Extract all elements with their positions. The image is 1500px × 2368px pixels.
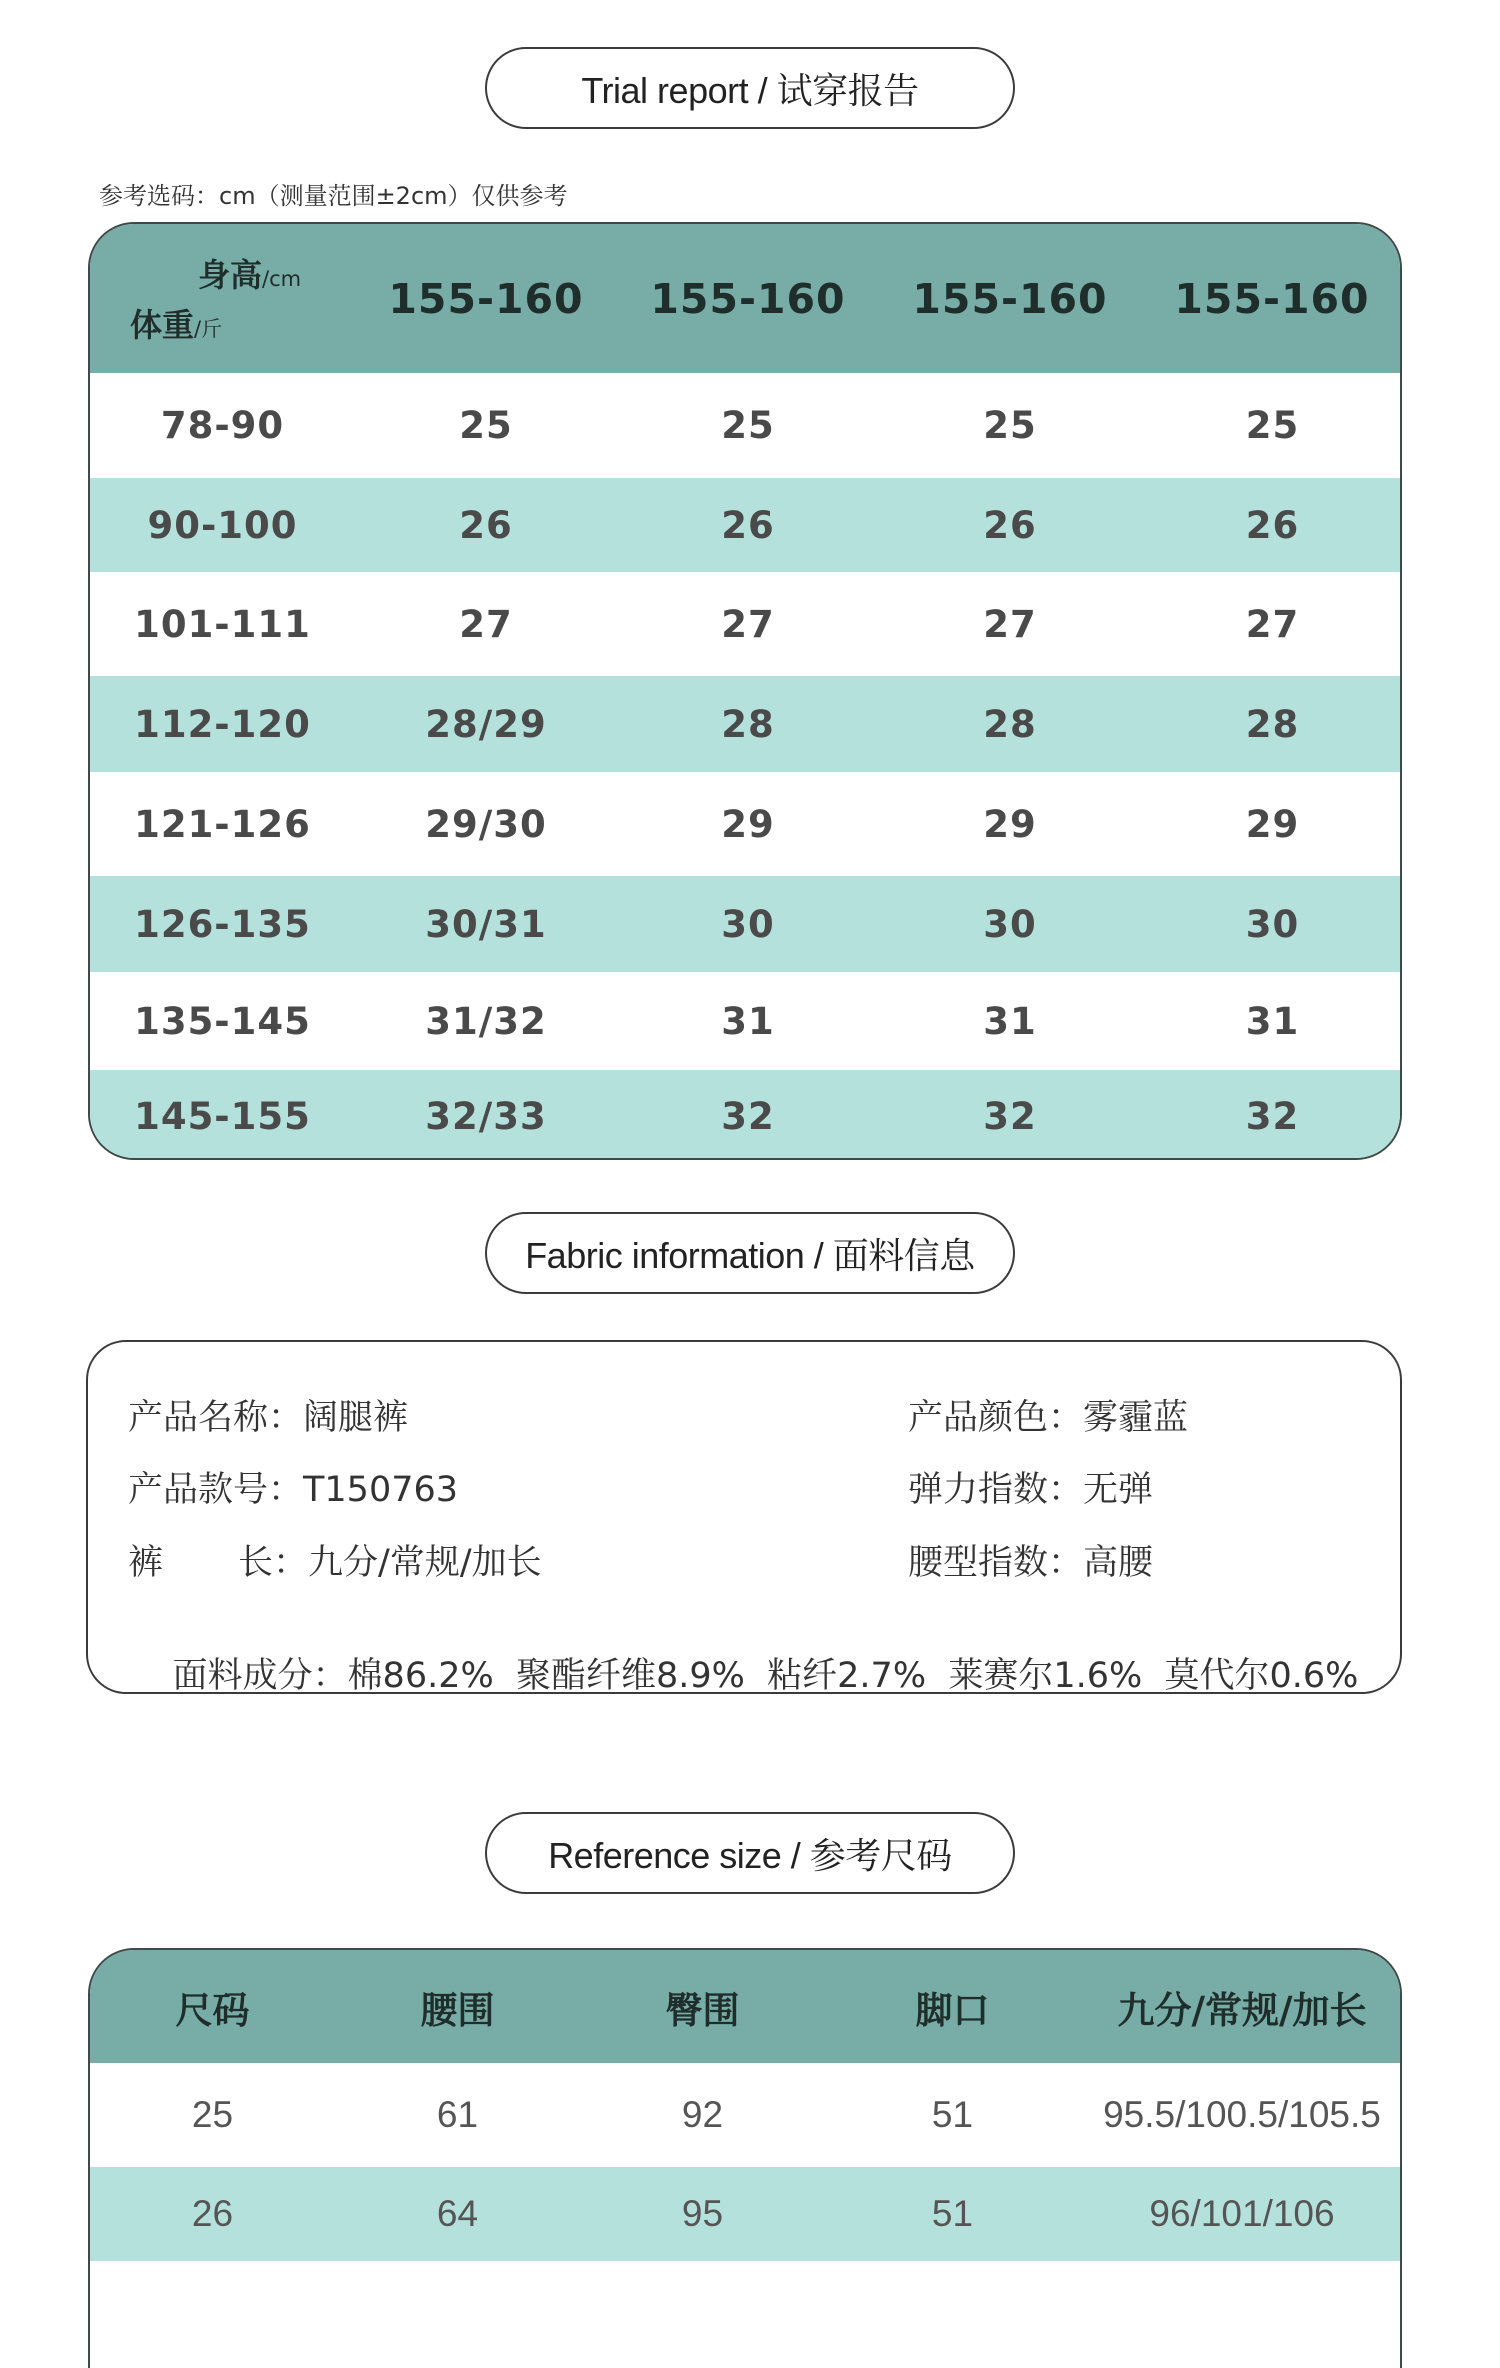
table-row — [90, 373, 1400, 478]
size-cell: 27 — [721, 602, 775, 646]
product-color-value: 雾霾蓝 — [1083, 1398, 1189, 1438]
waist-cell: 61 — [436, 2094, 479, 2135]
size-cell: 27 — [983, 602, 1037, 646]
table-row — [90, 572, 1400, 676]
size-cell: 25 — [459, 404, 513, 447]
size-cell: 25 — [721, 404, 775, 447]
style-number-label: 产品款号 — [128, 1470, 269, 1510]
table-row — [90, 2063, 1400, 2167]
weight-range-cell: 126-135 — [134, 902, 311, 946]
size-cell: 32 — [721, 1094, 775, 1138]
height-column-header: 155-160 — [912, 274, 1108, 323]
reference-table-header — [90, 1950, 1400, 2063]
height-column-header: 155-160 — [1174, 274, 1370, 323]
reference-size-heading: Reference size / 参考尺码 — [485, 1812, 1015, 1894]
size-cell: 30 — [1245, 902, 1300, 946]
elasticity-row: 弹力指数：无弹 — [908, 1470, 1154, 1510]
weight-range-cell: 112-120 — [134, 702, 311, 746]
composition-row: 面料成分：棉86.2% 聚酯纤维8.9% 粘纤2.7% 莱赛尔1.6% 莫代尔0.6% — [172, 1656, 1359, 1696]
product-name-row: 产品名称：阔腿裤 — [128, 1398, 409, 1438]
size-cell: 31 — [1245, 999, 1300, 1043]
hem-cell: 51 — [931, 2094, 974, 2135]
weight-range-cell: 78-90 — [160, 404, 285, 447]
size-cell: 26 — [1245, 503, 1300, 547]
hip-cell: 92 — [681, 2094, 724, 2135]
size-cell: 29 — [1245, 802, 1300, 846]
hem-column-header: 脚口 — [915, 1988, 990, 2032]
length-cell: 96/101/106 — [1149, 2193, 1335, 2234]
size-cell: 31/32 — [425, 999, 547, 1043]
table-row — [90, 876, 1400, 972]
reference-size-table — [88, 1948, 1402, 2368]
hem-cell: 51 — [931, 2193, 974, 2234]
size-cell: 29 — [721, 802, 775, 846]
table-row — [90, 676, 1400, 772]
length-label-part-a: 裤 — [128, 1543, 164, 1583]
height-label: 身高 — [198, 256, 263, 294]
product-name-value: 阔腿裤 — [303, 1398, 409, 1438]
table-row — [90, 478, 1400, 572]
waist-type-label: 腰型指数 — [908, 1543, 1049, 1583]
size-cell: 26 — [983, 503, 1037, 547]
trial-report-heading: Trial report / 试穿报告 — [485, 47, 1015, 129]
size-cell: 30 — [983, 902, 1037, 946]
style-number-row: 产品款号：T150763 — [128, 1470, 459, 1510]
waist-cell: 64 — [436, 2193, 479, 2234]
waist-type-value: 高腰 — [1083, 1543, 1154, 1583]
table-row — [90, 772, 1400, 876]
size-reference-note: 参考选码：cm（测量范围±2cm）仅供参考 — [99, 182, 568, 210]
size-cell: 31 — [983, 999, 1037, 1043]
size-cell: 29/30 — [425, 802, 547, 846]
size-cell: 26 — [191, 2193, 234, 2234]
size-cell: 32/33 — [425, 1094, 547, 1138]
size-cell: 28 — [1245, 702, 1300, 746]
height-column-header: 155-160 — [650, 274, 846, 323]
size-column-header: 尺码 — [175, 1988, 250, 2032]
size-cell: 26 — [459, 503, 513, 547]
size-cell: 29 — [983, 802, 1037, 846]
product-name-label: 产品名称 — [128, 1398, 269, 1438]
height-unit: /cm — [262, 267, 302, 291]
size-cell: 30/31 — [425, 902, 547, 946]
size-cell: 28/29 — [425, 702, 547, 746]
trial-report-table — [88, 222, 1402, 1160]
weight-label: 体重 — [130, 306, 195, 344]
table-row — [90, 2167, 1400, 2261]
size-cell: 27 — [1245, 602, 1300, 646]
length-label-part-b: 长 — [238, 1543, 274, 1583]
size-cell: 25 — [1245, 404, 1300, 447]
size-cell: 27 — [459, 602, 513, 646]
fabric-information-heading: Fabric information / 面料信息 — [485, 1212, 1015, 1294]
elasticity-label: 弹力指数 — [908, 1470, 1049, 1510]
size-cell: 32 — [983, 1094, 1037, 1138]
length-cell: 95.5/100.5/105.5 — [1103, 2094, 1381, 2135]
table-row — [90, 1070, 1400, 1160]
waist-column-header: 腰围 — [420, 1988, 495, 2032]
table-corner-header — [90, 224, 355, 373]
weight-range-cell: 145-155 — [134, 1094, 311, 1138]
fabric-info-box — [86, 1340, 1402, 1694]
elasticity-value: 无弹 — [1083, 1470, 1154, 1510]
style-number-value: T150763 — [303, 1470, 459, 1510]
size-cell: 32 — [1245, 1094, 1300, 1138]
composition-label: 面料成分 — [172, 1656, 313, 1696]
product-color-label: 产品颜色 — [908, 1398, 1049, 1438]
size-cell: 28 — [983, 702, 1037, 746]
weight-range-cell: 90-100 — [147, 503, 298, 547]
weight-range-cell: 101-111 — [134, 602, 311, 646]
size-cell: 26 — [721, 503, 775, 547]
hip-cell: 95 — [681, 2193, 724, 2234]
weight-range-cell: 135-145 — [134, 999, 311, 1043]
size-cell: 30 — [721, 902, 775, 946]
size-cell: 28 — [721, 702, 775, 746]
size-cell: 25 — [983, 404, 1037, 447]
length-column-header: 九分/常规/加长 — [1117, 1988, 1367, 2032]
product-color-row: 产品颜色：雾霾蓝 — [908, 1398, 1189, 1438]
composition-value: 棉86.2% 聚酯纤维8.9% 粘纤2.7% 莱赛尔1.6% 莫代尔0.6% — [347, 1656, 1359, 1696]
table-row — [90, 2261, 1400, 2368]
size-cell: 25 — [191, 2094, 234, 2135]
length-value: 九分/常规/加长 — [308, 1543, 542, 1583]
waist-type-row: 腰型指数：高腰 — [908, 1543, 1154, 1583]
height-column-header: 155-160 — [388, 274, 584, 323]
length-row: 裤 长：九分/常规/加长 — [88, 1535, 788, 1579]
trial-table-header — [90, 224, 1400, 373]
weight-unit: /斤 — [194, 317, 223, 341]
table-row — [90, 972, 1400, 1070]
size-cell: 31 — [721, 999, 775, 1043]
hip-column-header: 臀围 — [665, 1988, 740, 2032]
weight-range-cell: 121-126 — [134, 802, 311, 846]
